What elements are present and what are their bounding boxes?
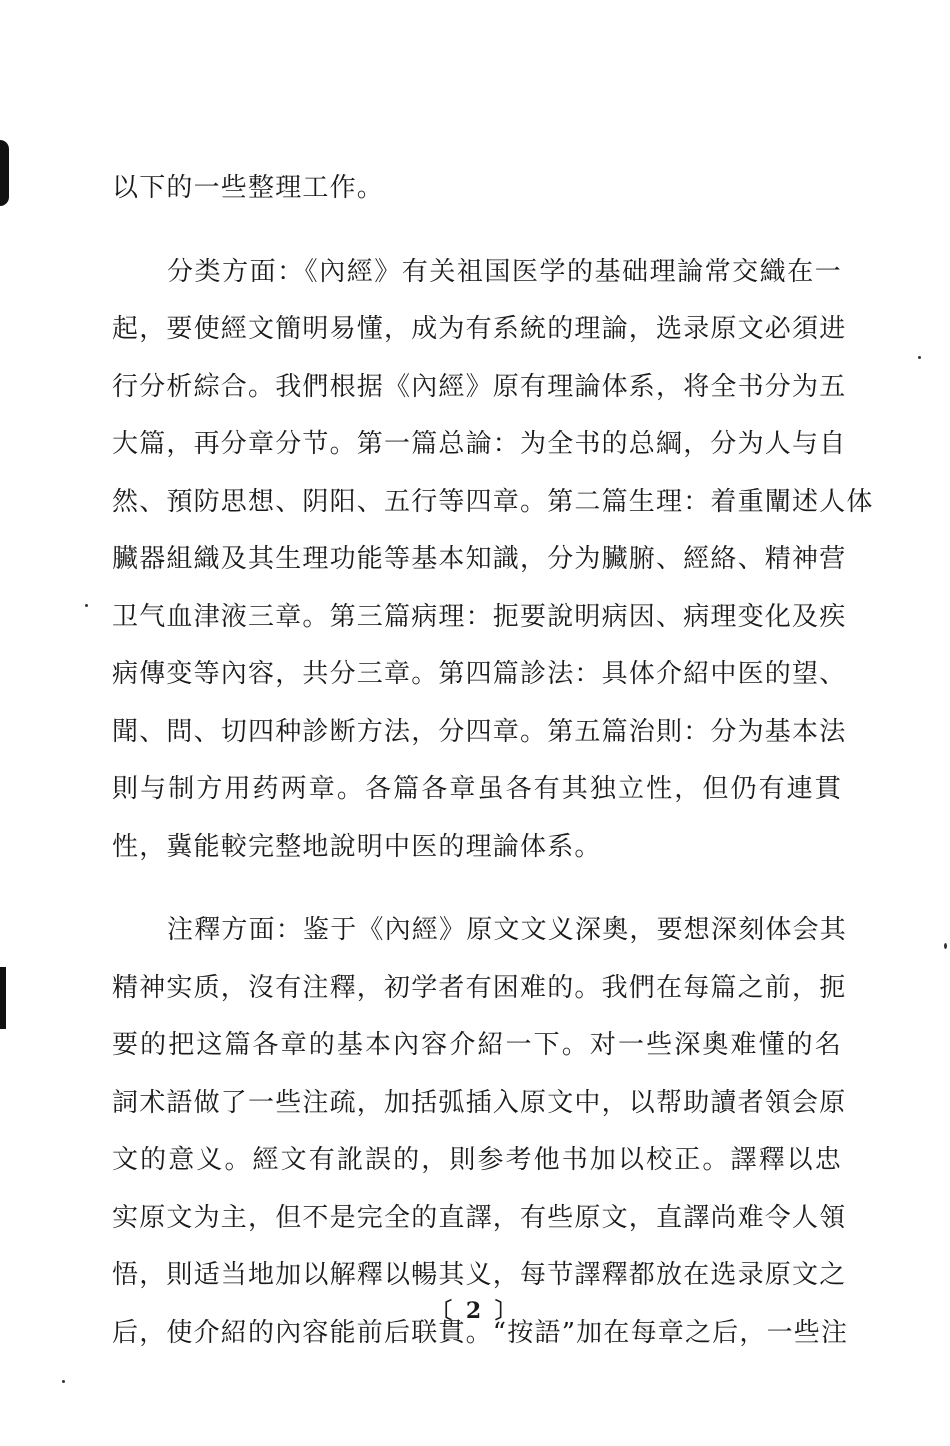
paragraph-first-line: 分类方面：《內經》有关祖国医学的基础理論常交織在一: [167, 256, 842, 287]
text-line: 則与制方用药两章。各篇各章虽各有其独立性，但仍有連貫: [112, 774, 842, 804]
text-line: 要的把这篇各章的基本內容介紹一下。对一些深奧难懂的名: [112, 1030, 842, 1060]
text-line: 病傳变等內容，共分三章。第四篇診法：具体介紹中医的望、: [112, 659, 847, 689]
body-text: [112, 160, 874, 1362]
text-line: 文的意义。經文有訛誤的，則参考他书加以校正。譯釋以忠: [112, 1145, 842, 1175]
text-line: 后，使介紹的內容能前后联貫。“按語”加在每章之后，一些注: [112, 1317, 849, 1348]
text-line: 臟器組織及其生理功能等基本知識，分为臟腑、經絡、精神营: [112, 544, 847, 574]
scan-speck: [85, 604, 88, 607]
text-line: 以下的一些整理工作。: [112, 173, 385, 203]
text-line: 悟，則适当地加以解釋以暢其义，每节譯釋都放在选录原文之: [112, 1260, 847, 1290]
scan-edge-mark: [0, 967, 6, 1029]
text-line: 大篇，再分章分节。第一篇总論：为全书的总綱，分为人与自: [112, 429, 847, 459]
scan-speck: [62, 1380, 65, 1383]
text-line: 性，冀能較完整地說明中医的理論体系。: [112, 831, 602, 862]
text-line: 起，要使經文簡明易懂，成为有系統的理論，选录原文必須进: [112, 314, 847, 344]
text-line: 然、預防思想、阴阳、五行等四章。第二篇生理：着重闡述人体: [112, 486, 874, 517]
scan-speck: [944, 943, 947, 949]
text-line: 卫气血津液三章。第三篇病理：扼要說明病因、病理变化及疾: [112, 601, 847, 632]
paragraph-first-line: 注釋方面：鉴于《內經》原文文义深奧，要想深刻体会其: [167, 915, 848, 945]
scan-speck: [918, 356, 921, 359]
text-line: 精神实质，沒有注釋，初学者有困难的。我們在每篇之前，扼: [112, 972, 847, 1003]
text-line: 行分析綜合。我們根据《內經》原有理論体系，将全书分为五: [112, 371, 847, 402]
scan-edge-mark: [0, 140, 9, 206]
page-number: 〔 2 〕: [430, 1298, 520, 1324]
text-line: 聞、問、切四种診断方法，分四章。第五篇治則：分为基本法: [112, 716, 847, 747]
text-line: 詞术語做了一些注疏，加括弧插入原文中，以帮助讀者領会原: [112, 1087, 847, 1118]
text-line: 实原文为主，但不是完全的直譯，有些原文，直譯尚难令人領: [112, 1202, 847, 1233]
